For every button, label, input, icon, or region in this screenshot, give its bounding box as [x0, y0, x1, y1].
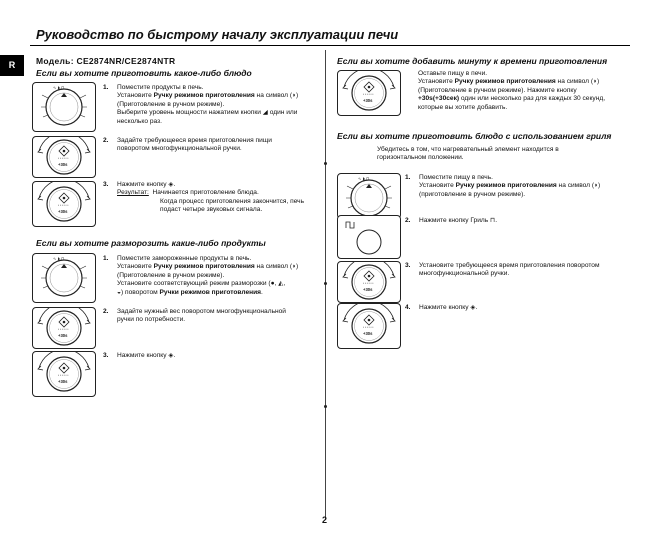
start-icon: ◈	[168, 181, 174, 188]
grill-step-1: 1. Поместите пищу в печь. Установите Ручку режимов приготовления на символ (◗) (приготовление в ручном режиме).	[405, 174, 601, 198]
column-divider	[325, 50, 326, 520]
defrost-poultry-icon: ◭	[278, 280, 284, 288]
page-number: 2	[322, 515, 328, 525]
grill-step-3: 3. Установите требующееся время приготовления поворотом многофункциональной ручки.	[405, 262, 600, 278]
start-button-illustration	[32, 181, 96, 227]
add-minute-text: Оставьте пищу в печи. Установите Ручку режимов приготовления на символ (◗) (Приготовление в ручном режиме). Нажмите кнопку +30s(+30сек) один или несколько раз для каждых 30 секунд, которые вы хотите добавить.	[418, 70, 606, 111]
defrost-fish-icon: ◒	[117, 288, 121, 296]
model-label: Модель: CE2874NR/CE2874NTR	[36, 56, 176, 66]
section-heading-grill: Если вы хотите приготовить блюдо с использованием гриля	[337, 131, 612, 141]
manual-mode-icon: ◗	[594, 182, 599, 190]
defrost-step-1: 1. Поместите замороженные продукты в печь. Установите Ручку режимов приготовления на символ (◗) (Приготовление в ручном режиме). Установите соответствующий режим разморозки (●, ◭, ◒) поворотом Ручки режимов приготовления.	[103, 255, 299, 296]
language-tab: R	[0, 55, 24, 76]
grill-button-illustration	[337, 215, 401, 259]
manual-mode-icon: ◗	[292, 92, 297, 100]
defrost-start-illustration	[32, 351, 96, 397]
cook-step-3: 3. Нажмите кнопку ◈. Результат: Начинается приготовление блюда. Когда процесс приготовления закончится, печь подаст четыре звуковых сигнала.	[103, 181, 305, 214]
title-rule	[30, 45, 630, 46]
start-icon: ◈	[470, 304, 476, 311]
cook-step-1: 1. Поместите продукты в печь. Установите Ручку режимов приготовления на символ (◗) (Приготовление в ручном режиме). Выберите уровень мощности нажатием кнопки ◢ один или несколько раз.	[103, 84, 299, 125]
divider-dot	[324, 162, 327, 165]
section-heading-cook: Если вы хотите приготовить какое-либо блюдо	[36, 68, 252, 78]
section-heading-defrost: Если вы хотите разморозить какие-либо продукты	[36, 238, 266, 248]
defrost-dial-illustration	[32, 253, 96, 303]
cook-step-2: 2. Задайте требующееся время приготовления пищи поворотом многофункциональной ручки.	[103, 137, 272, 153]
manual-mode-icon: ◗	[292, 263, 297, 271]
defrost-meat-icon: ●	[270, 280, 275, 288]
grill-icon: ⊓	[490, 217, 496, 224]
grill-intro: Убедитесь в том, что нагревательный элемент находится в горизонтальном положении.	[377, 146, 559, 162]
section-heading-add-minute: Если вы хотите добавить минуту к времени приготовления	[337, 56, 608, 66]
start-icon: ◈	[168, 352, 174, 359]
grill-dial-illustration	[337, 173, 401, 219]
divider-dot	[324, 282, 327, 285]
manual-mode-icon: ◗	[593, 78, 598, 86]
grill-step-4: 4. Нажмите кнопку ◈.	[405, 304, 478, 311]
add-time-illustration	[337, 70, 401, 116]
power-level-icon: ◢	[262, 109, 268, 117]
page-title: Руководство по быстрому началу эксплуатации печи	[36, 27, 399, 42]
defrost-step-2: 2. Задайте нужный вес поворотом многофункциональной ручки по потребности.	[103, 308, 286, 324]
mode-dial-illustration	[32, 82, 96, 132]
divider-dot	[324, 405, 327, 408]
grill-step-2: 2. Нажмите кнопку Гриль ⊓.	[405, 217, 498, 224]
weight-dial-illustration	[32, 307, 96, 349]
grill-time-illustration	[337, 261, 401, 303]
defrost-step-3: 3. Нажмите кнопку ◈.	[103, 352, 176, 359]
grill-start-illustration	[337, 303, 401, 349]
time-dial-illustration	[32, 136, 96, 178]
